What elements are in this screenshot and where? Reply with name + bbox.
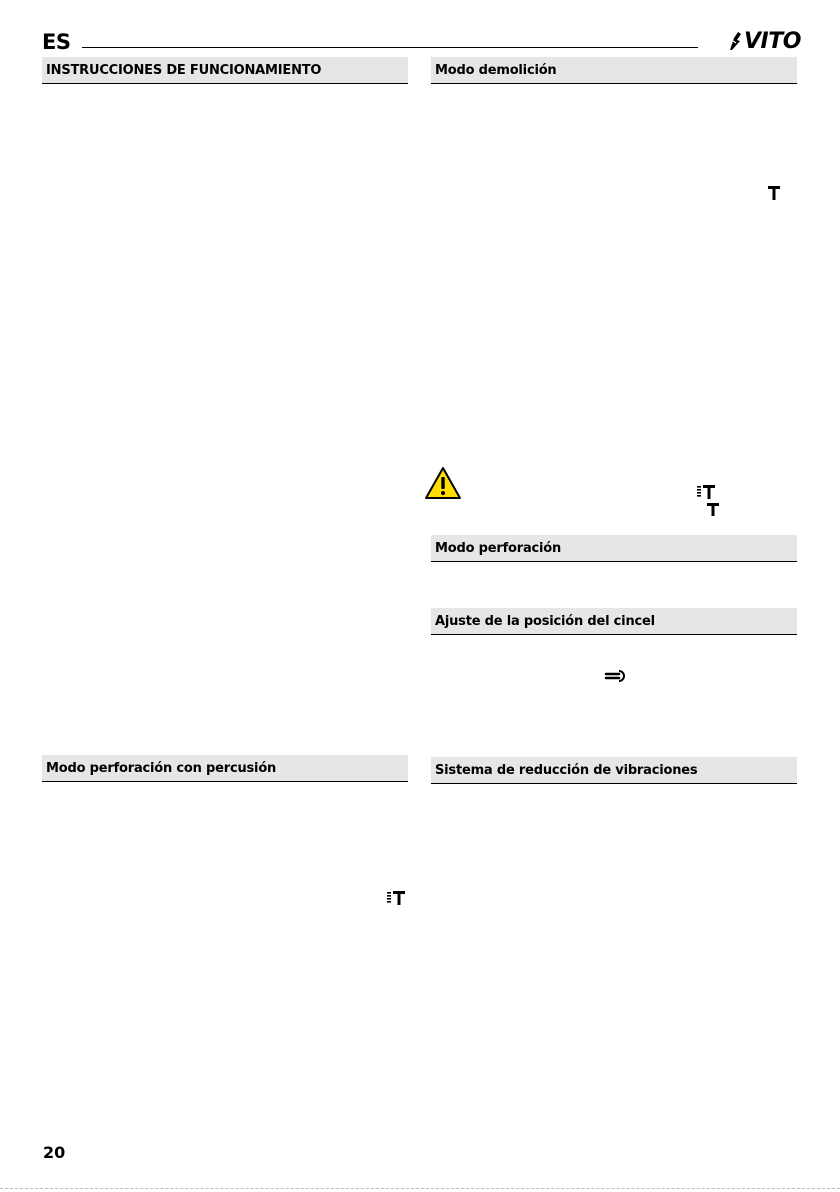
brand-logo (728, 28, 801, 54)
section-modo-perforacion: Modo perforación (431, 535, 797, 562)
brand-logo-text: VITO (744, 28, 801, 54)
chisel-position-icon (604, 669, 628, 683)
page-cut-line (0, 1188, 840, 1189)
brand-mark-icon (728, 31, 742, 51)
section-ajuste-cincel: Ajuste de la posición del cincel (431, 608, 797, 635)
header-rule (82, 47, 698, 48)
chisel-t-icon (768, 186, 780, 200)
section-modo-perforacion-percusion: Modo perforación con percusión (42, 755, 408, 782)
chisel-t-icon (707, 503, 719, 516)
hammer-drill-icon (387, 891, 405, 905)
page-number: 20 (43, 1143, 66, 1162)
language-code: ES (42, 30, 71, 54)
section-sistema-vibraciones: Sistema de reducción de vibraciones (431, 757, 797, 784)
section-modo-demolicion: Modo demolición (431, 57, 797, 84)
section-instrucciones: INSTRUCCIONES DE FUNCIONAMIENTO (42, 57, 408, 84)
warning-triangle-icon (424, 466, 462, 500)
hammer-drill-icon (697, 485, 715, 499)
